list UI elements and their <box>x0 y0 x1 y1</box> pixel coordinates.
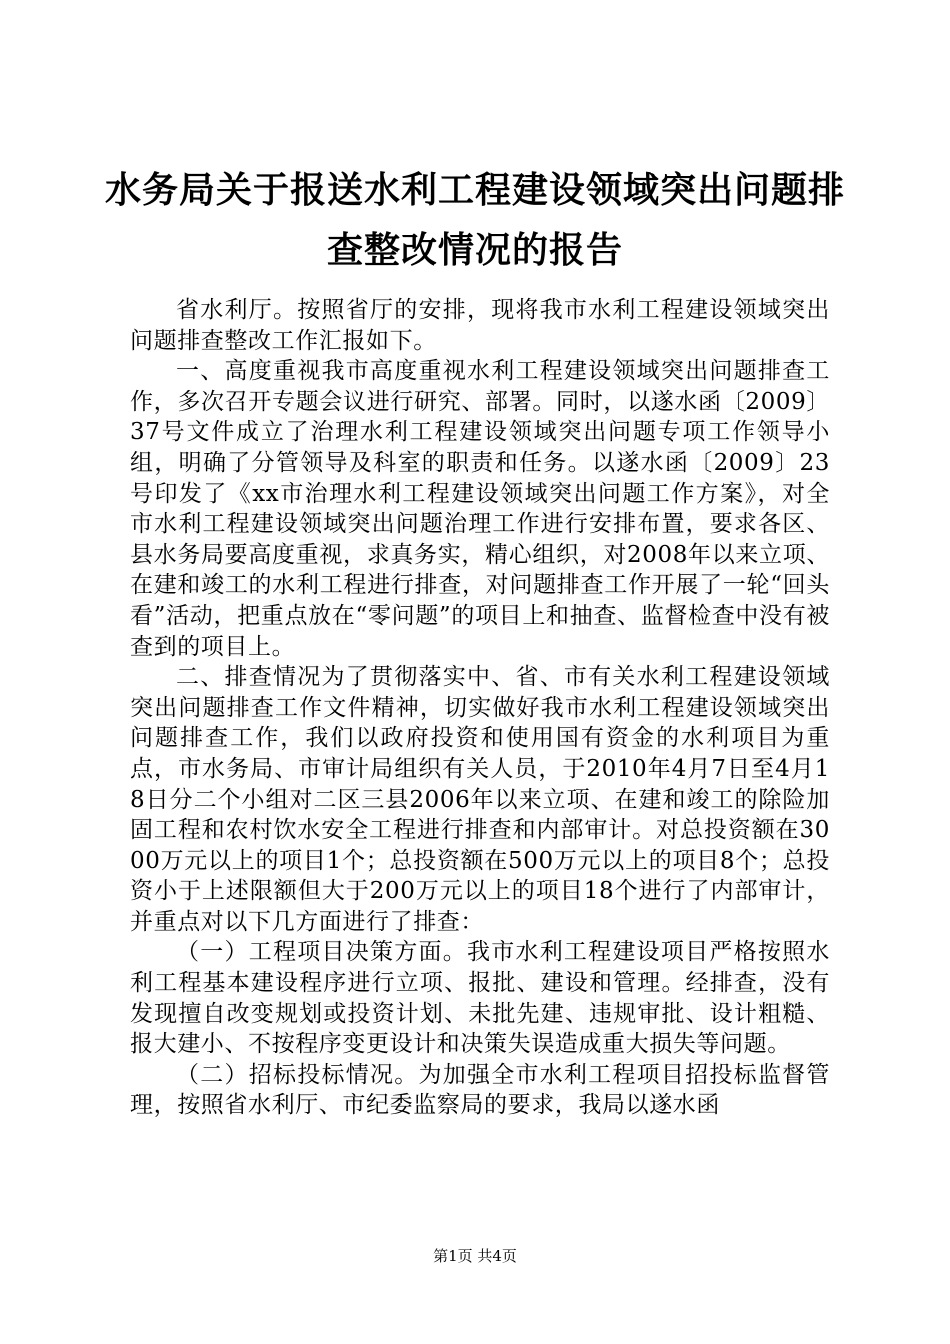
paragraph-section-2: 二、排查情况为了贯彻落实中、省、市有关水利工程建设领域突出问题排查工作文件精神，切实做好我市水利工程建设领域突出问题排查工作，我们以政府投资和使用国有资金的水利项目为重点，市水务局、市审计局组织有关人员，于2010年4月7日至4月18日分二个小组对二区三县2006年以来立项、在建和竣工的除险加固工程和农村饮水安全工程进行排查和内部审计。对总投资额在3000万元以上的项目1个；总投资额在500万元以上的项目8个；总投资小于上述限额但大于200万元以上的项目18个进行了内部审计，并重点对以下几方面进行了排查： <box>130 664 830 935</box>
paragraph-salutation: 省水利厅。按照省厅的安排，现将我市水利工程建设领域突出问题排查整改工作汇报如下。 <box>130 297 830 354</box>
paragraph-section-1: 一、高度重视我市高度重视水利工程建设领域突出问题排查工作，多次召开专题会议进行研究、部署。同时，以遂水函〔2009〕37号文件成立了治理水利工程建设领域突出问题专项工作领导小组，明确了分管领导及科室的职责和任务。以遂水函〔2009〕23号印发了《xx市治理水利工程建设领域突出问题工作方案》，对全市水利工程建设领域突出问题治理工作进行安排布置，要求各区、县水务局要高度重视，求真务实，精心组织，对2008年以来立项、在建和竣工的水利工程进行排查，对问题排查工作开展了一轮“回头看”活动，把重点放在“零问题”的项目上和抽查、监督检查中没有被查到的项目上。 <box>130 358 830 660</box>
document-body <box>130 295 830 1121</box>
paragraph-subsection-2: （二）招标投标情况。为加强全市水利工程项目招投标监督管理，按照省水利厅、市纪委监察局的要求，我局以遂水函 <box>130 1061 830 1119</box>
page-number-footer: 第1页 共4页 <box>433 1247 517 1265</box>
document-title-line-2: 查整改情况的报告 <box>326 229 623 271</box>
paragraph-subsection-1: （一）工程项目决策方面。我市水利工程建设项目严格按照水利工程基本建设程序进行立项、报批、建设和管理。经排查，没有发现擅自改变规划或投资计划、未批先建、违规审批、设计粗糙、报大建小、不按程序变更设计和决策失误造成重大损失等问题。 <box>130 939 830 1058</box>
document-title-line-1: 水务局关于报送水利工程建设领域突出问题排 <box>104 169 845 211</box>
